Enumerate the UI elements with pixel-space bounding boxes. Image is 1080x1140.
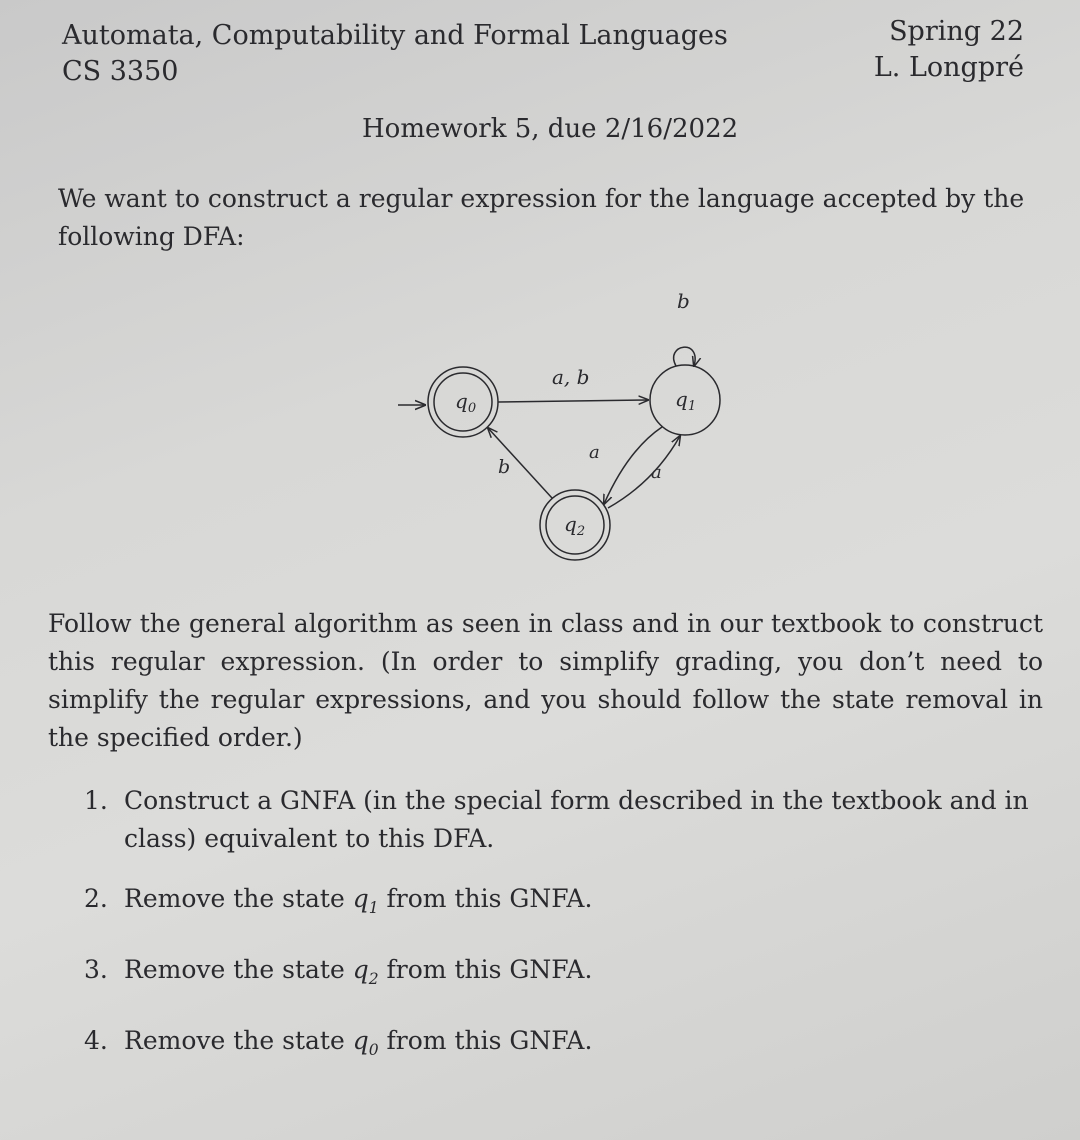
edge-q1-loop	[674, 347, 695, 366]
state-symbol: $q_1$	[352, 884, 379, 917]
intro-paragraph: We want to construct a regular expression for the language accepted by the following DFA:	[58, 184, 1025, 251]
task-text: Remove the state $q_2$ from this GNFA.	[124, 955, 593, 988]
course-code: CS 3350	[62, 56, 179, 87]
edge-q0-q1	[498, 400, 648, 402]
task-number: 2.	[84, 884, 108, 913]
task-item	[84, 951, 1049, 998]
dfa-diagram	[380, 280, 740, 580]
state-symbol: $q_2$	[352, 955, 379, 988]
state-symbol: $q_0$	[352, 1026, 379, 1059]
task-text: Construct a GNFA (in the special form described in the textbook and in class) equivalent to this DFA.	[124, 786, 1029, 853]
task-text: Remove the state $q_1$ from this GNFA.	[124, 884, 593, 917]
task-list	[84, 782, 1049, 1069]
task-number: 3.	[84, 955, 108, 984]
task-number: 4.	[84, 1026, 108, 1055]
edge-q1-loop-label: b	[677, 289, 690, 313]
task-item	[84, 880, 1049, 927]
edge-q1-q2-label: a	[589, 442, 600, 463]
state-q0-label: $q_0$	[455, 389, 477, 416]
term: Spring 22	[889, 16, 1024, 47]
edge-q2-q1	[608, 436, 680, 508]
task-item	[84, 782, 1049, 858]
edge-q2-q0-label: b	[498, 456, 511, 478]
task-number: 1.	[84, 786, 108, 815]
edge-q0-q1-label: a, b	[552, 365, 590, 389]
task-text: Remove the state $q_0$ from this GNFA.	[124, 1026, 593, 1059]
homework-title: Homework 5, due 2/16/2022	[362, 114, 739, 144]
task-item	[84, 1022, 1049, 1069]
edge-q2-q1-label: a	[651, 462, 662, 483]
state-q2	[540, 490, 610, 560]
state-q0	[428, 367, 498, 437]
state-q2-label: $q_2$	[564, 512, 586, 539]
term-header	[874, 14, 1024, 86]
state-q1-label: $q_1$	[675, 387, 697, 414]
instructor: L. Longpré	[873, 52, 1024, 83]
course-header	[62, 18, 728, 90]
state-q1	[650, 365, 720, 435]
instructions-paragraph: Follow the general algorithm as seen in class and in our textbook to construct this regular expression. (In order to simplify grading, you don’t need to simplify the regular expressions, and you should follow the state removal in the specified order.)	[48, 609, 1043, 752]
course-title: Automata, Computability and Formal Languages	[62, 20, 728, 51]
